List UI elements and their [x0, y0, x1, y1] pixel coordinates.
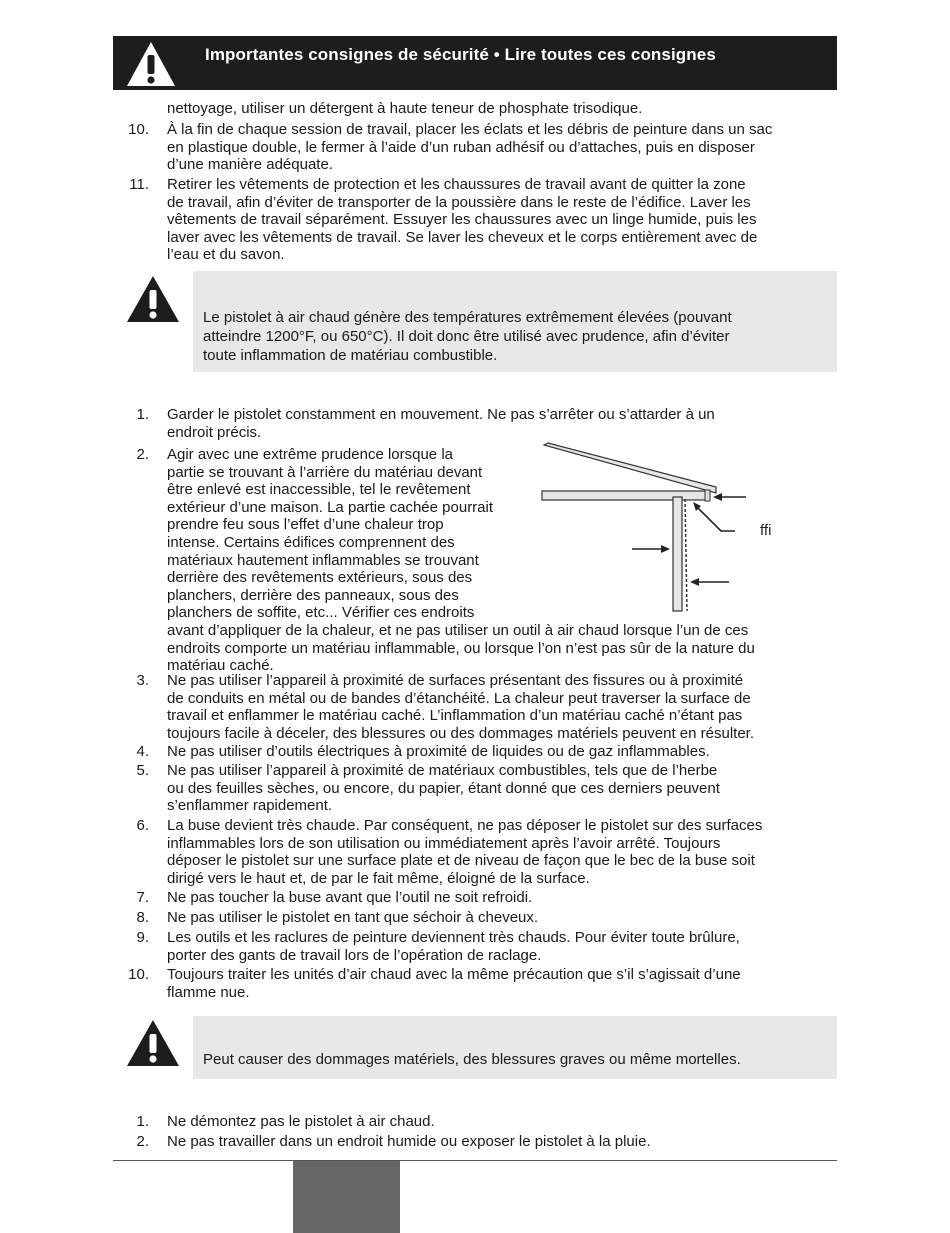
item-number: 10.: [128, 121, 149, 138]
item-number: 4.: [136, 743, 149, 760]
item-line: laver avec les vêtements de travail. Se laver les cheveux et le corps entièrement avec de: [167, 228, 758, 246]
callout-line: Le pistolet à air chaud génère des températures extrêmement élevées (pouvant: [203, 309, 732, 326]
item-line: Garder le pistolet constamment en mouvement. Ne pas s’arrêter ou s’attarder à un: [167, 406, 715, 423]
item-line: d’une manière adéquate.: [167, 156, 333, 174]
item-line: À la fin de chaque session de travail, placer les éclats et les débris de peinture dans un sac: [167, 121, 773, 138]
item-line: inflammables lors de son utilisation ou immédiatement après l’avoir arrêté. Toujours: [167, 834, 721, 852]
warning-triangle-icon: [126, 275, 180, 323]
diagram-label: ffi: [760, 522, 772, 539]
warning-triangle-icon: [126, 1019, 180, 1067]
callout-line: Peut causer des dommages matériels, des blessures graves ou même mortelles.: [203, 1051, 741, 1068]
item-line: Ne pas utiliser d’outils électriques à proximité de liquides ou de gaz inflammables.: [167, 743, 710, 760]
page-number-tab: [293, 1161, 400, 1233]
item-line: Ne pas toucher la buse avant que l’outil ne soit refroidi.: [167, 889, 533, 906]
callout-line: atteindre 1200°F, ou 650°C). Il doit donc être utilisé avec prudence, afin d’éviter: [203, 328, 730, 345]
section-header: [113, 36, 837, 90]
item-line: de conduits en métal ou de bandes d’étanchéité. La chaleur peut traverser la surface de: [167, 689, 751, 707]
item-line: vêtements de travail séparément. Essuyer les chaussures avec un linge humide, puis les: [167, 211, 757, 229]
item-line: derrière des revêtements extérieurs, sous des: [167, 569, 473, 587]
item-line: Ne pas travailler dans un endroit humide ou exposer le pistolet à la pluie.: [167, 1133, 651, 1150]
item-line: être enlevé est inaccessible, tel le revêtement: [167, 481, 471, 499]
item-line: en plastique double, le fermer à l’aide d’un ruban adhésif ou d’attaches, puis en disposer: [167, 138, 755, 156]
item-line: avant d’appliquer de la chaleur, et ne pas utiliser un outil à air chaud lorsque l’un de ces: [167, 621, 749, 639]
item-line: Les outils et les raclures de peinture deviennent très chauds. Pour éviter toute brûlure,: [167, 929, 740, 946]
item-line: Ne pas utiliser l’appareil à proximité de surfaces présentant des fissures ou à proximité: [167, 672, 744, 689]
item-number: 5.: [136, 762, 149, 779]
continuation-text: nettoyage, utiliser un détergent à haute teneur de phosphate trisodique.: [167, 100, 643, 117]
item-line: travail et enflammer le matériau caché. L’inflammation d’un matériau caché n’étant pas: [167, 707, 743, 725]
item-line: toujours facile à déceler, des blessures ou des dommages matériels peuvent en résulter.: [167, 724, 754, 742]
item-line: La buse devient très chaude. Par conséquent, ne pas déposer le pistolet sur des surfaces: [167, 817, 763, 834]
item-number: 7.: [136, 889, 149, 906]
page-title: Importantes consignes de sécurité • Lire toutes ces consignes: [205, 45, 716, 64]
item-line: planchers, derrière des panneaux, sous des: [167, 586, 459, 604]
soffit-diagram: [530, 435, 790, 615]
item-line: matériaux hautement inflammables se trouvant: [167, 551, 479, 569]
warning-callout: [193, 271, 837, 372]
item-line: planchers de soffite, etc... Vérifier ces endroits: [167, 604, 475, 622]
item-number: 10.: [128, 966, 149, 983]
item-line: Ne démontez pas le pistolet à air chaud.: [167, 1113, 435, 1130]
callout-line: toute inflammation de matériau combustible.: [203, 347, 498, 364]
item-line: déposer le pistolet sur une surface plate et de niveau de façon que le bec de la buse soit: [167, 852, 755, 870]
item-line: Retirer les vêtements de protection et les chaussures de travail avant de quitter la zone: [167, 176, 746, 193]
item-line: Toujours traiter les unités d’air chaud avec la même précaution que s’il s’agissait d’une: [167, 966, 741, 983]
item-number: 1.: [136, 1113, 149, 1130]
item-number: 2.: [136, 446, 149, 463]
item-line: s’enflammer rapidement.: [167, 797, 333, 815]
item-number: 8.: [136, 909, 149, 926]
item-line: Ne pas utiliser l’appareil à proximité de matériaux combustibles, tels que de l’herbe: [167, 762, 718, 779]
item-line: matériau caché.: [167, 657, 274, 675]
warning-triangle-icon: [125, 40, 177, 88]
item-line: Agir avec une extrême prudence lorsque la: [167, 446, 453, 463]
item-line: endroits comporte un matériau inflammable, ou lorsque l’on n’est pas sûr de la nature du: [167, 639, 755, 657]
item-line: dirigé vers le haut et, de par le fait même, éloigné de la surface.: [167, 869, 590, 887]
warning-callout: [193, 1016, 837, 1079]
item-line: intense. Certains édifices comprennent des: [167, 533, 455, 551]
item-line: prendre feu sous l’effet d’une chaleur trop: [167, 516, 444, 534]
item-line: de travail, afin d’éviter de transporter de la poussière dans le reste de l’édifice. Laver les: [167, 193, 751, 211]
item-line: partie se trouvant à l’arrière du matériau devant: [167, 463, 483, 481]
item-number: 9.: [136, 929, 149, 946]
item-line: ou des feuilles sèches, ou encore, du papier, étant donné que ces derniers peuvent: [167, 779, 720, 797]
item-line: Ne pas utiliser le pistolet en tant que séchoir à cheveux.: [167, 909, 539, 926]
footer-divider: [113, 1160, 837, 1161]
item-line: extérieur d’une maison. La partie cachée pourrait: [167, 498, 494, 516]
item-number: 11.: [129, 176, 149, 193]
item-line: endroit précis.: [167, 423, 262, 441]
item-line: l’eau et du savon.: [167, 246, 285, 264]
item-number: 2.: [136, 1133, 149, 1150]
item-number: 1.: [136, 406, 149, 423]
item-line: flamme nue.: [167, 983, 250, 1001]
item-number: 6.: [136, 817, 149, 834]
item-line: porter des gants de travail lors de l’opération de raclage.: [167, 946, 542, 964]
item-number: 3.: [136, 672, 149, 689]
